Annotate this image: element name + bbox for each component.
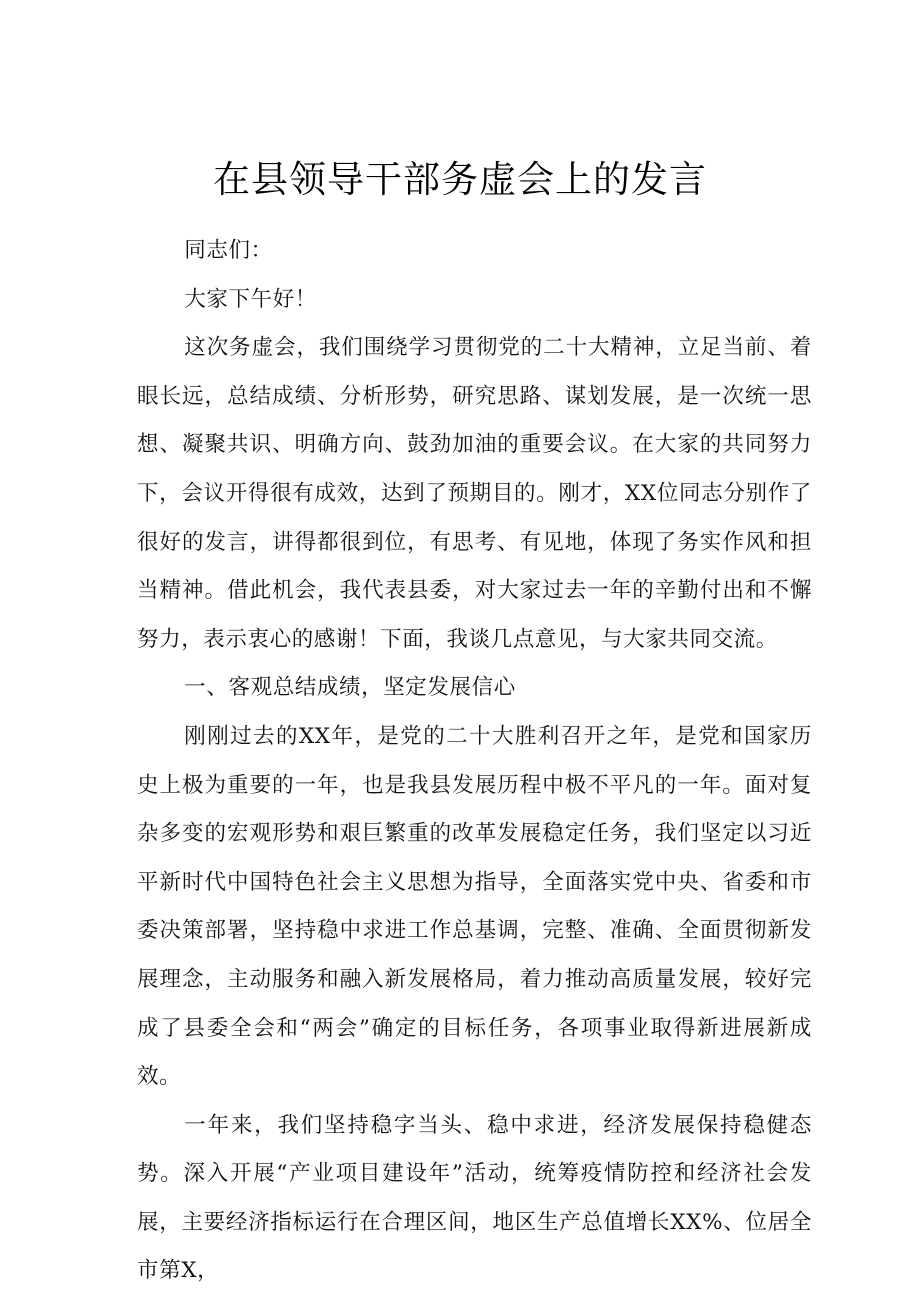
section-heading: 一、客观总结成绩，坚定发展信心 (184, 675, 516, 701)
document-title: 在县领导干部务虚会上的发言 (213, 158, 707, 201)
paragraph-intro: 这次务虚会，我们围绕学习贯彻党的二十大精神，立足当前、着眼长远，总结成绩、分析形势，研究思路、谋划发展，是一次统一思想、凝聚共识、明确方向、鼓劲加油的重要会议。在大家的共同努力下，会议开得很有成效，达到了预期目的。刚才，XX位同志分别作了很好的发言，讲得都很到位，有思考、有见地，体现了务实作风和担当精神。借此机会，我代表县委，对大家过去一年的辛勤付出和不懈努力，表示衷心的感谢！下面，我谈几点意见，与大家共同交流。 (137, 335, 812, 652)
paragraph-section-2: 一年来，我们坚持稳字当头、稳中求进，经济发展保持稳健态势。深入开展“产业项目建设年”活动，统筹疫情防控和经济社会发展，主要经济指标运行在合理区间，地区生产总值增长XX%、位居全市第X， (137, 1112, 812, 1284)
greeting: 大家下午好！ (184, 286, 317, 312)
document-body (137, 227, 812, 1296)
salutation: 同志们： (184, 238, 273, 263)
paragraph-section-1: 刚刚过去的XX年，是党的二十大胜利召开之年，是党和国家历史上极为重要的一年，也是我县发展历程中极不平凡的一年。面对复杂多变的宏观形势和艰巨繁重的改革发展稳定任务，我们坚定以习近平新时代中国特色社会主义思想为指导，全面落实党中央、省委和市委决策部署，坚持稳中求进工作总基调，完整、准确、全面贯彻新发展理念，主动服务和融入新发展格局，着力推动高质量发展，较好完成了县委全会和“两会”确定的目标任务，各项事业取得新进展新成效。 (137, 723, 812, 1090)
